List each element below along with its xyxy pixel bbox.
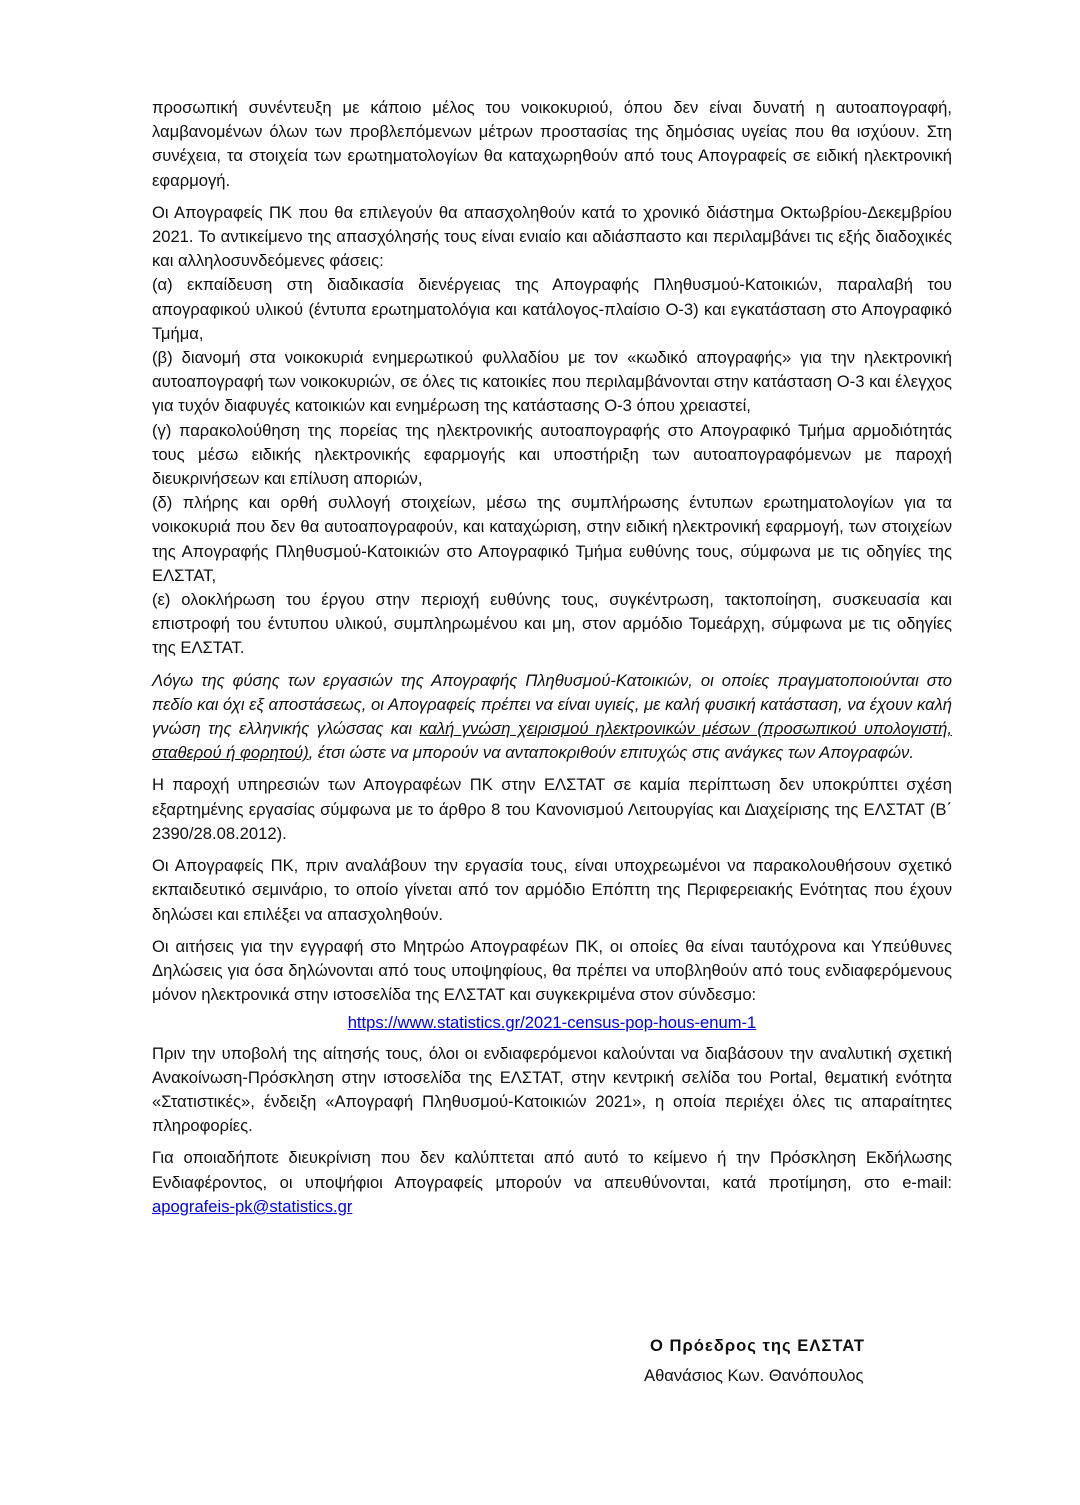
requirements-text-end: , έτσι ώστε να μπορούν να ανταποκριθούν επιτυχώς στις ανάγκες των Απογραφών. [308, 743, 914, 763]
paragraph-interview: προσωπική συνέντευξη με κάποιο μέλος του νοικοκυριού, όπου δεν είναι δυνατή η αυτοαπογραφή, λαμβανομένων όλων των προβλεπόμενων μέτρων προστασίας της δημόσιας υγείας που θα ισχύουν. Στη συνέχεια, τα στοιχεία των ερωτηματολογίων θα καταχωρηθούν από τους Απογραφείς σε ειδική ηλεκτρονική εφαρμογή. [152, 98, 952, 190]
application-link-line [152, 1011, 952, 1035]
paragraph-contact [152, 1146, 952, 1219]
paragraph-seminar: Οι Απογραφείς ΠΚ, πριν αναλάβουν την εργασία τους, είναι υποχρεωμένοι να παρακολουθήσουν σχετικό εκπαιδευτικό σεμινάριο, το οποίο γίνεται από τον αρμόδιο Επόπτη της Περιφερειακής Ενότητας που έχουν δηλώσει και επιλέξει να απασχοληθούν. [152, 856, 952, 924]
email-link[interactable]: apografeis-pk@statistics.gr [152, 1196, 353, 1216]
contact-text: Για οποιαδήποτε διευκρίνιση που δεν καλύπτεται από αυτό το κείμενο ή την Πρόσκληση Εκδήλωσης Ενδιαφέροντος, οι υποψήφιοι Απογραφείς μπορούν να απευθύνονται, κατά προτίμηση, στο e-mail: [152, 1148, 952, 1192]
paragraph-announcement: Πριν την υποβολή της αίτησής τους, όλοι οι ενδιαφερόμενοι καλούνται να διαβάσουν την αναλυτική σχετική Ανακοίνωση-Πρόσκληση στην ιστοσελίδα της ΕΛΣΤΑΤ, στην κεντρική σελίδα του Portal, θεματική ενότητα «Στατιστικές», ένδειξη «Απογραφή Πληθυσμού-Κατοικιών 2021», η οποία περιέχει όλες τις απαραίτητες πληροφορίες. [152, 1043, 952, 1136]
signature-title: Ο Πρόεδρος της ΕΛΣΤΑΤ [650, 1336, 866, 1355]
list-item: (ε) ολοκλήρωση του έργου στην περιοχή ευθύνης τους, συγκέντρωση, τακτοποίηση, συσκευασία και επιστροφή του έντυπου υλικού, συμπληρωμένου και μη, στον αρμόδιο Τομεάρχη, σύμφωνα με τις οδηγίες της ΕΛΣΤΑΤ. [152, 590, 952, 658]
application-link[interactable]: https://www.statistics.gr/2021-census-pop-hous-enum-1 [347, 1013, 757, 1033]
requirements-text-start: Λόγω της φύσης των εργασιών της Απογραφής Πληθυσμού-Κατοικιών, οι οποίες πραγματοποιούνται στο πεδίο και όχι εξ αποστάσεως, οι Απογραφείς πρέπει να είναι υγιείς, με καλή φυσική κατάσταση, να έχουν καλή γνώση της ελληνικής γλώσσας και [152, 670, 952, 739]
list-item: (β) διανομή στα νοικοκυριά ενημερωτικού φυλλαδίου με τον «κωδικό απογραφής» για την ηλεκτρονική αυτοαπογραφή των νοικοκυριών, σε όλες τις κατοικίες που περιλαμβάνονται στην κατάσταση Ο-3 και έλεγχος για τυχόν διαφυγές κατοικιών και ενημέρωση της κατάστασης Ο-3 όπου χρειαστεί, [152, 348, 952, 416]
requirements-underlined-text: καλή γνώση χειρισμού ηλεκτρονικών μέσων (προσωπικού υπολογιστή, σταθερού ή φορητού) [152, 719, 952, 763]
list-item: (δ) πλήρης και ορθή συλλογή στοιχείων, μέσω της συμπλήρωσης έντυπων ερωτηματολογίων για τα νοικοκυριά που δεν θα αυτοαπογραφούν, και καταχώριση, στην ειδική ηλεκτρονική εφαρμογή, των στοιχείων της Απογραφής Πληθυσμού-Κατοικιών στο Απογραφικό Τμήμα ευθύνης τους, σύμφωνα με τις οδηγίες της ΕΛΣΤΑΤ, [152, 493, 952, 585]
signature-block [644, 1334, 944, 1388]
paragraph-services-relation: Η παροχή υπηρεσιών των Απογραφέων ΠΚ στην ΕΛΣΤΑΤ σε καμία περίπτωση δεν υποκρύπτει σχέση εξαρτημένης εργασίας σύμφωνα με το άρθρο 8 του Κανονισμού Λειτουργίας και Διαχείρισης της ΕΛΣΤΑΤ (Β΄ 2390/28.08.2012). [152, 775, 952, 843]
phases-list [152, 273, 952, 660]
paragraph-requirements [152, 669, 952, 766]
paragraph-applications: Οι αιτήσεις για την εγγραφή στο Μητρώο Απογραφέων ΠΚ, οι οποίες θα είναι ταυτόχρονα και Υπεύθυνες Δηλώσεις για όσα δηλώνονται από τους υποψηφίους, θα πρέπει να υποβληθούν από τους ενδιαφερόμενους μόνον ηλεκτρονικά στην ιστοσελίδα της ΕΛΣΤΑΤ και συγκεκριμένα στον σύνδεσμο: [152, 936, 952, 1005]
signature-name: Αθανάσιος Κων. Θανόπουλος [644, 1366, 864, 1386]
document-body [152, 96, 952, 1227]
paragraph-employment-period: Οι Απογραφείς ΠΚ που θα επιλεγούν θα απασχοληθούν κατά το χρονικό διάστημα Οκτωβρίου-Δεκεμβρίου 2021. Το αντικείμενο της απασχόλησής τους είναι ενιαίο και αδιάσπαστο και περιλαμβάνει τις εξής διαδοχικές και αλληλοσυνδεόμενες φάσεις: [152, 202, 952, 271]
list-item: (α) εκπαίδευση στη διαδικασία διενέργειας της Απογραφής Πληθυσμού-Κατοικιών, παραλαβή του απογραφικού υλικού (έντυπα ερωτηματολόγια και κατάλογος-πλαίσιο Ο-3) και εγκατάσταση στο Απογραφικό Τμήμα, [152, 275, 952, 343]
list-item: (γ) παρακολούθηση της πορείας της ηλεκτρονικής αυτοαπογραφής στο Απογραφικό Τμήμα αρμοδιότητάς τους μέσω ειδικής ηλεκτρονικής εφαρμογής και υποστήριξη των αυτοαπογραφόμενων με παροχή διευκρινήσεων και επίλυση αποριών, [152, 420, 952, 489]
